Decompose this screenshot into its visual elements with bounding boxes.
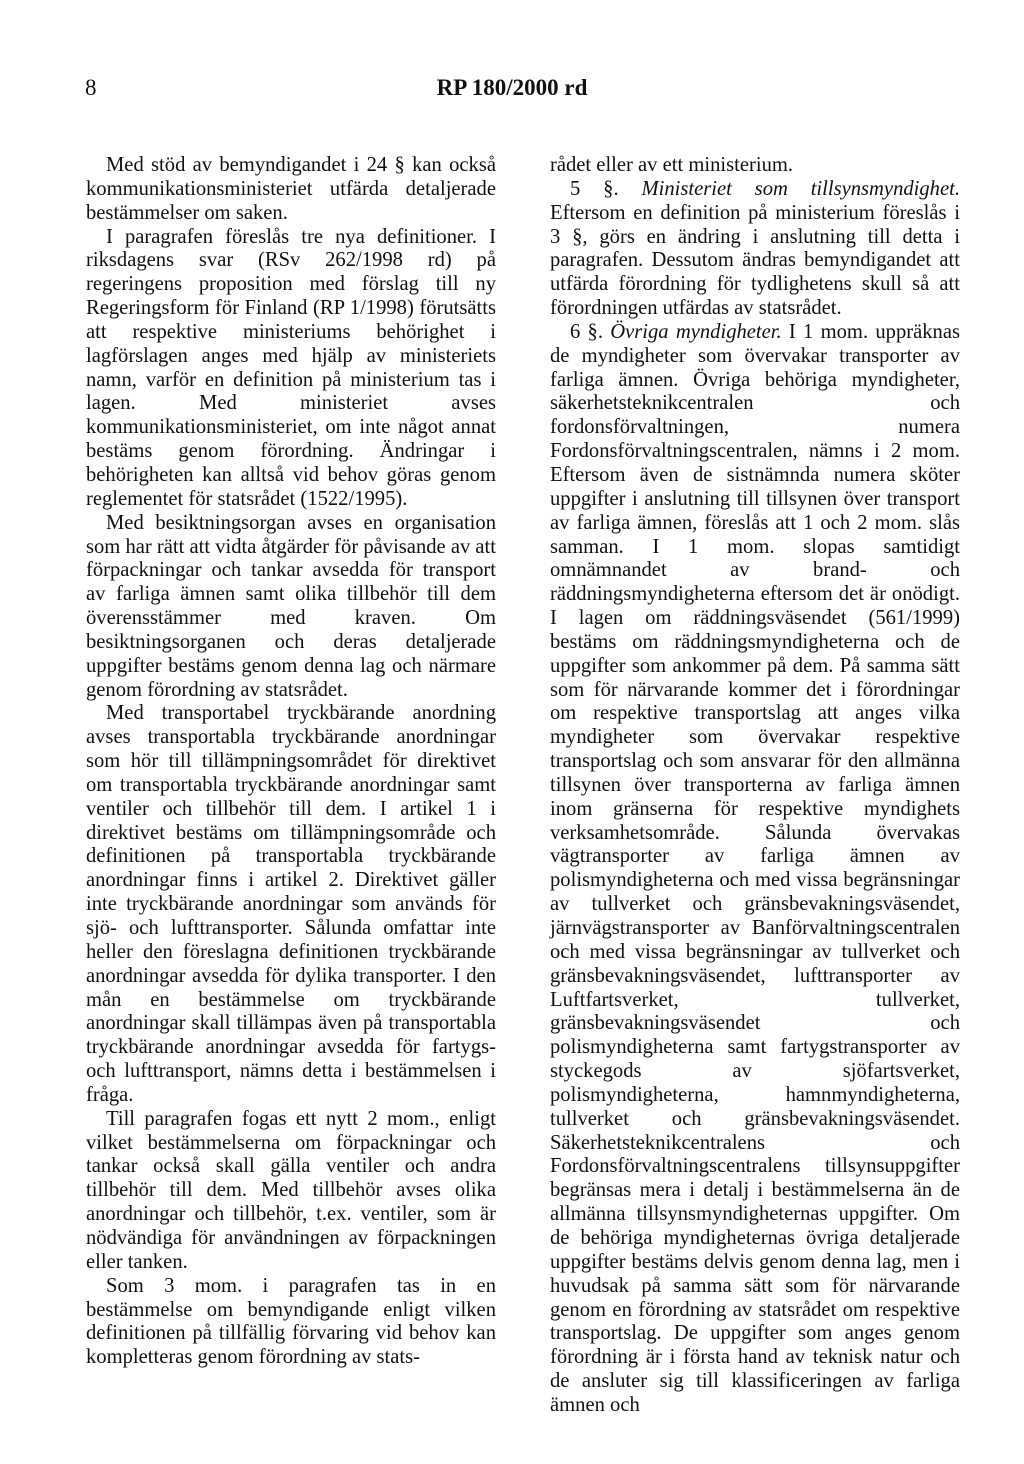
paragraph: I paragrafen föreslås tre nya definitioner. I riksdagens svar (RSv 262/1998 rd) på regeringens proposition med förslag till ny Regeringsform för Finland (RP 1/1998) förutsätts att respektive ministeriums behörighet i lagförslagen anges med hjälp av ministeriets namn, varför en definition på ministerium tas i lagen. Med ministeriet avses kommunikationsministeriet, om inte något annat bestäms genom förordning. Ändringar i behörigheten kan alltså vid behov göras genom reglementet för statsrådet (1522/1995).	[86, 225, 496, 510]
paragraph	[550, 321, 960, 1418]
paragraph-body: I 1 mom. uppräknas de myndigheter som övervakar transporter av farliga ämnen. Övriga behöriga myndigheter, säkerhetsteknikcentralen och fordonsförvaltningen, numera Fordonsförvaltningscentralen, nämns i 2 mom. Eftersom även de sistnämnda numera sköter uppgifter i anslutning till tillsynen över transport av farliga ämnen, föreslås att 1 och 2 mom. slås samman. I 1 mom. slopas samtidigt omnämnandet av brand- och räddningsmyndigheterna eftersom det är onödigt. I lagen om räddningsväsendet (561/1999) bestäms om räddningsmyndigheterna och de uppgifter som ankommer på dem. På samma sätt som för närvarande kommer det i förordningar om respektive transportslag att anges vilka myndigheter som övervakar respektive transportslag och som ansvarar för den allmänna tillsynen över transporterna av farliga ämnen inom gränserna för respektive myndighets verksamhetsområde. Sålunda övervakas vägtransporter av farliga ämnen av polismyndigheterna och med vissa begränsningar av tullverket och gränsbevakningsväsendet, järnvägstransporter av Banförvaltningscentralen och med vissa begränsningar av tullverket och gränsbevakningsväsendet, lufttransporter av Luftfartsverket, tullverket, gränsbevakningsväsendet och polismyndigheterna samt fartygstransporter av styckegods av sjöfartsverket, polismyndigheterna, hamnmyndigheterna, tullverket och gränsbevakningsväsendet. Säkerhetsteknikcentralens och Fordonsförvaltningscentralens tillsynsuppgifter begränsas mera i detalj i bestämmelserna än de allmänna tillsynsmyndigheternas uppgifter. Om de behöriga myndigheternas övriga detaljerade uppgifter bestäms delvis genom denna lag, men i huvudsak på samma sätt som för närvarande genom en förordning av statsrådet om respektive transportslag. De uppgifter som anges genom förordning är i första hand av teknisk natur och de ansluter sig till klassificeringen av farliga ämnen och	[550, 320, 960, 1416]
section-heading: 6 §. Övriga myndigheter.	[570, 320, 782, 343]
paragraph-body: Eftersom en definition på ministerium föreslås i 3 §, görs en ändring i anslutning till detta i paragrafen. Dessutom ändras bemyndigandet att utfärda förordning för tydlighetens skull så att förordningen utfärdas av statsrådet.	[550, 201, 960, 320]
left-column	[86, 154, 496, 1370]
document-code: RP 180/2000 rd	[436, 75, 588, 100]
paragraph	[550, 178, 960, 321]
paragraph: Med stöd av bemyndigandet i 24 § kan också kommunikationsministeriet utfärda detaljerade bestämmelser om saken.	[86, 154, 496, 224]
paragraph: Med besiktningsorgan avses en organisation som har rätt att vidta åtgärder för påvisande av att förpackningar och tankar avsedda för transport av farliga ämnen samt olika tillbehör till dem överensstämmer med kraven. Om besiktningsorganen och deras detaljerade uppgifter bestäms genom denna lag och närmare genom förordning av statsrådet.	[86, 511, 496, 701]
paragraph: Som 3 mom. i paragrafen tas in en bestämmelse om bemyndigande enligt vilken definitionen på tillfällig förvaring vid behov kan kompletteras genom förordning av stats-	[86, 1274, 496, 1369]
paragraph: Med transportabel tryckbärande anordning avses transportabla tryckbärande anordningar som hör till tillämpningsområdet för direktivet om transportabla tryckbärande anordningar samt ventiler och tillbehör till dem. I artikel 1 i direktivet bestäms om tillämpningsområde och definitionen på transportabla tryckbärande anordningar finns i artikel 2. Direktivet gäller inte tryckbärande anordningar som används för sjö- och lufttransporter. Sålunda omfattar inte heller den föreslagna definitionen tryckbärande anordningar avsedda för dylika transporter. I den mån en bestämmelse om tryckbärande anordningar skall tillämpas även på transportabla tryckbärande anordningar avsedda för fartygs- och lufttransport, nämns detta i bestämmelsen i fråga.	[86, 702, 496, 1106]
paragraph: rådet eller av ett ministerium.	[550, 154, 794, 176]
section-heading: 5 §. Ministeriet som tillsynsmyndighet.	[570, 177, 960, 200]
page-number: 8	[85, 75, 97, 100]
paragraph: Till paragrafen fogas ett nytt 2 mom., enligt vilket bestämmelserna om förpackningar och tankar också skall gälla ventiler och andra tillbehör till dem. Med tillbehör avses olika anordningar och tillbehör, t.ex. ventiler, som är nödvändiga för användningen av förpackningen eller tanken.	[86, 1107, 496, 1273]
right-column	[550, 154, 960, 1418]
